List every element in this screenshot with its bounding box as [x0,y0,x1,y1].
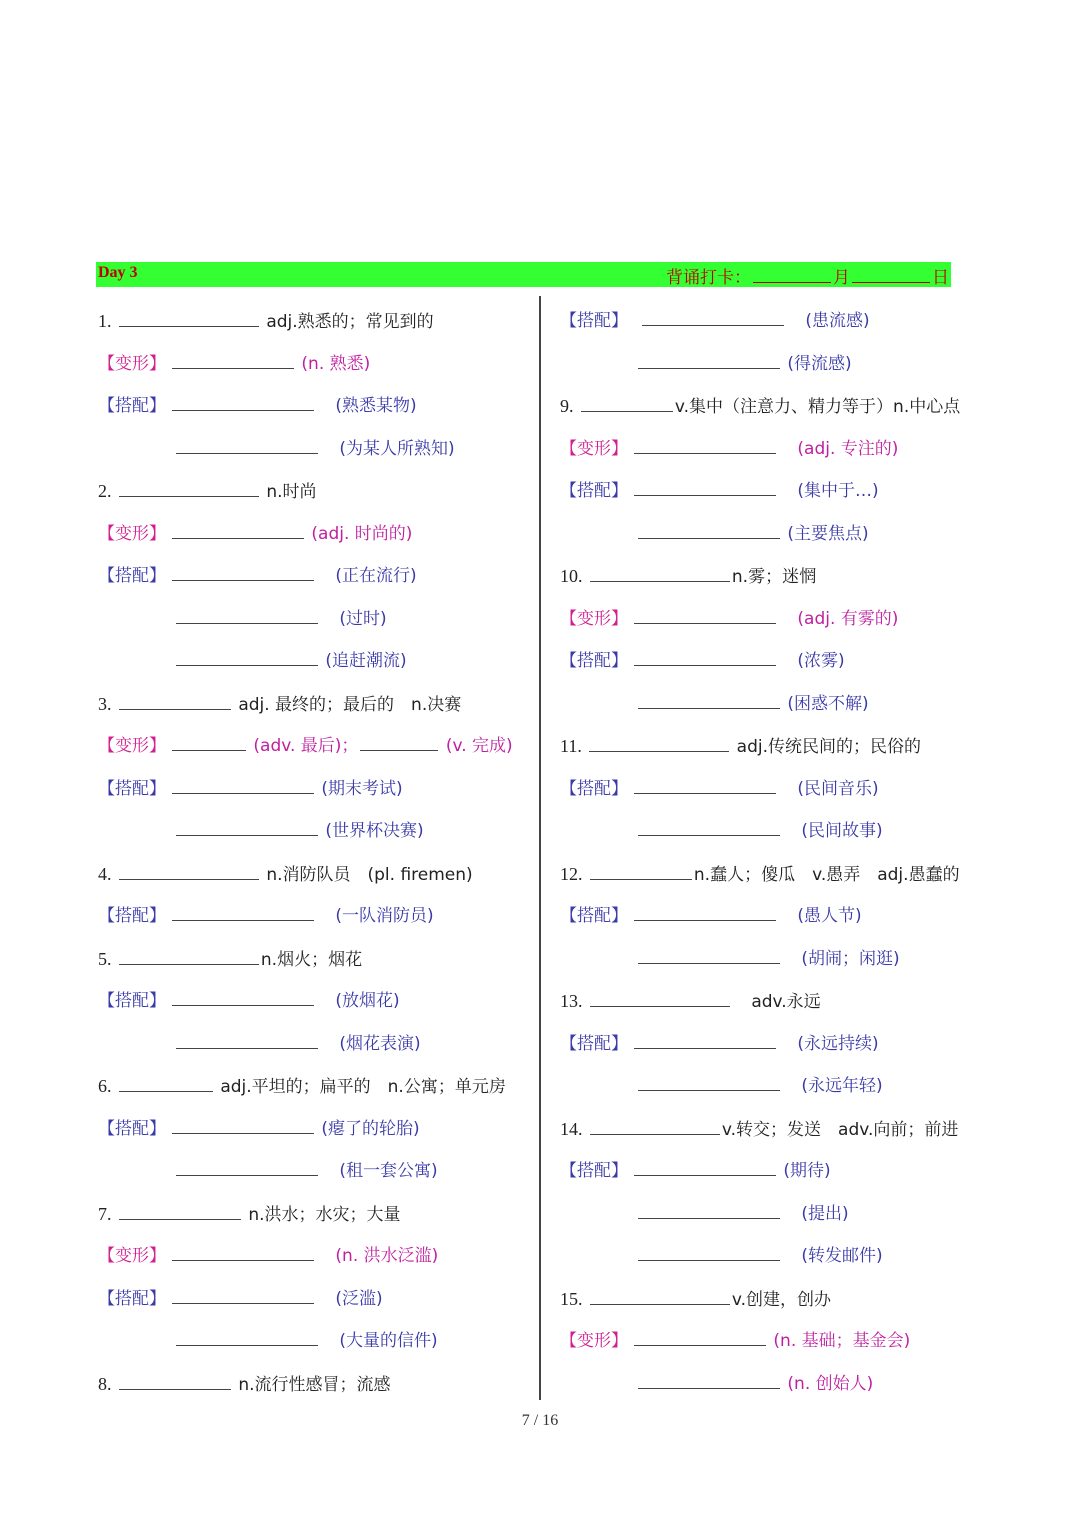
word-entry-6 [98,1065,506,1108]
variant-row [98,1235,438,1278]
definition: n.消防队员 (pl. firemen) [266,864,473,885]
collocation-meaning: (得流感) [787,353,852,374]
collocation-tag: 【搭配】 [560,778,628,799]
definition: n.洪水；水灾；大量 [248,1204,401,1225]
answer-blank[interactable] [638,1374,780,1389]
collocation-meaning: (期待) [783,1161,831,1181]
answer-blank[interactable] [119,312,259,327]
answer-blank[interactable] [172,991,314,1006]
answer-blank[interactable] [119,482,259,497]
answer-blank[interactable] [581,397,673,412]
answer-blank[interactable] [172,906,314,921]
collocation-row [560,1150,831,1193]
answer-blank[interactable] [172,1119,314,1134]
definition: n.蠢人；傻瓜 v.愚弄 adj.愚蠢的 [693,864,960,885]
collocation-meaning: (熟悉某物) [335,396,417,416]
answer-blank[interactable] [119,1375,231,1390]
entry-number: 15. [560,1288,583,1309]
collocation-row [560,1023,879,1066]
collocation-row [98,385,417,428]
entry-number: 5. [98,948,112,969]
collocation-row [636,683,869,726]
collocation-meaning: (一队消防员) [335,906,434,926]
collocation-meaning: (泛滥) [335,1288,383,1309]
answer-blank[interactable] [590,1120,720,1135]
collocation-meaning: (永远年轻) [801,1076,883,1096]
collocation-meaning: (追赶潮流) [325,651,407,671]
collocation-meaning: (困惑不解) [787,693,869,714]
variant-meaning: (adj. 有雾的) [797,608,899,629]
answer-blank[interactable] [642,311,784,326]
answer-blank[interactable] [172,354,294,369]
collocation-row [174,810,424,853]
column-divider [539,296,541,1400]
answer-blank[interactable] [590,567,730,582]
entry-number: 12. [560,863,583,884]
answer-blank[interactable] [176,1034,318,1049]
collocation-row [174,1023,421,1066]
answer-blank[interactable] [638,694,780,709]
answer-blank[interactable] [634,906,776,921]
variant-row [560,1320,910,1363]
collocation-tag: 【搭配】 [98,1118,166,1139]
definition: adj.熟悉的；常见到的 [266,312,434,332]
entry-number: 9. [560,396,574,416]
variant-row [636,1363,873,1406]
word-entry-1 [98,300,434,343]
collocation-meaning: (患流感) [805,311,870,331]
entry-number: 7. [98,1203,112,1224]
entry-number: 2. [98,481,112,501]
entry-number: 10. [560,566,583,586]
collocation-meaning: (租一套公寓) [339,1161,438,1181]
answer-blank[interactable] [634,1034,776,1049]
collocation-row [174,1320,438,1363]
day-header-bar [96,262,951,287]
collocation-row [636,1235,883,1278]
answer-blank[interactable] [119,1077,213,1092]
collocation-meaning: (民间音乐) [797,778,879,799]
answer-blank[interactable] [119,1205,241,1220]
collocation-meaning: (转发邮件) [801,1246,883,1266]
answer-blank[interactable] [172,524,304,539]
day-unit: 日 [932,268,949,288]
definition: v.集中（注意力、精力等于）n.中心点 [674,397,961,417]
collocation-row [560,470,879,513]
variant-tag: 【变形】 [560,1331,628,1351]
collocation-row [636,938,900,981]
checkin-label [666,263,949,288]
answer-blank[interactable] [176,821,318,836]
answer-blank[interactable] [172,566,314,581]
definition: n.烟火；烟花 [260,949,363,970]
collocation-meaning: (胡闹；闲逛) [801,948,900,969]
answer-blank[interactable] [172,396,314,411]
definition: adj.传统民间的；民俗的 [736,737,921,757]
collocation-tag: 【搭配】 [560,906,628,926]
answer-blank[interactable] [590,992,730,1007]
collocation-meaning: (愚人节) [797,906,862,926]
answer-blank[interactable] [176,651,318,666]
variant-meaning: (n. 洪水泛滥) [335,1246,439,1266]
collocation-meaning: (期末考试) [321,778,403,799]
collocation-meaning: (世界杯决赛) [325,821,424,841]
collocation-tag: 【搭配】 [560,311,628,331]
answer-blank[interactable] [638,1246,780,1261]
word-entry-11 [560,725,921,768]
entry-number: 1. [98,311,112,331]
entry-number: 13. [560,991,583,1011]
collocation-row [636,343,852,386]
word-entry-8 [98,1363,391,1406]
word-entry-12 [560,853,960,896]
variant-row [98,513,412,556]
answer-blank[interactable] [590,865,692,880]
day-label: Day 3 [98,264,138,281]
variant-meaning: (adj. 时尚的) [311,523,413,544]
word-entry-3 [98,683,461,726]
collocation-meaning: (民间故事) [801,821,883,841]
checkin-text: 背诵打卡： [666,268,751,288]
answer-blank[interactable] [360,736,438,751]
answer-blank[interactable] [172,1289,314,1304]
word-entry-5 [98,938,362,981]
collocation-row [636,1065,883,1108]
word-entry-10 [560,555,816,598]
answer-blank[interactable] [638,524,780,539]
answer-blank[interactable] [638,354,780,369]
collocation-row [98,555,417,598]
variant-meaning: (n. 熟悉) [301,353,371,374]
collocation-row [174,1150,438,1193]
answer-blank[interactable] [638,821,780,836]
collocation-row [560,640,845,683]
answer-blank[interactable] [590,1290,730,1305]
answer-blank[interactable] [634,481,776,496]
variant-row [560,598,898,641]
collocation-meaning: (永远持续) [797,1033,879,1054]
collocation-row [98,1278,383,1321]
collocation-row [636,810,883,853]
month-unit: 月 [833,268,850,288]
word-entry-2 [98,470,317,513]
collocation-row [560,300,870,343]
answer-blank[interactable] [634,1331,766,1346]
answer-blank[interactable] [638,1204,780,1219]
definition: v.转交；发送 adv.向前；前进 [721,1119,959,1140]
answer-blank[interactable] [589,737,729,752]
collocation-meaning: (瘪了的轮胎) [321,1118,420,1139]
answer-blank[interactable] [638,1076,780,1091]
collocation-row [98,1108,420,1151]
variant-meaning: (v. 完成) [445,736,513,756]
collocation-meaning: (浓雾) [797,651,845,671]
collocation-tag: 【搭配】 [98,1288,166,1309]
collocation-tag: 【搭配】 [98,906,166,926]
collocation-tag: 【搭配】 [560,651,628,671]
definition: adv.永远 [751,992,821,1012]
entry-number: 4. [98,863,112,884]
collocation-tag: 【搭配】 [98,991,166,1011]
answer-blank[interactable] [172,779,314,794]
word-entry-4 [98,853,473,896]
variant-tag: 【变形】 [98,736,166,756]
collocation-meaning: (集中于…) [797,481,879,501]
variant-meaning: (n. 基础；基金会) [773,1331,911,1351]
variant-tag: 【变形】 [98,353,166,374]
entry-number: 11. [560,736,582,756]
answer-blank[interactable] [176,1331,318,1346]
collocation-tag: 【搭配】 [98,396,166,416]
collocation-meaning: (提出) [801,1203,849,1224]
word-entry-7 [98,1193,401,1236]
collocation-meaning: (大量的信件) [339,1331,438,1351]
word-entry-15 [560,1278,831,1321]
word-entry-9 [560,385,960,428]
answer-blank[interactable] [634,609,776,624]
definition: v.创建，创办 [731,1289,832,1310]
month-blank[interactable] [753,268,831,283]
variant-meaning: (adj. 专注的) [797,438,899,459]
entry-number: 3. [98,693,112,714]
collocation-row [98,895,434,938]
definition: n.时尚 [266,482,317,502]
answer-blank[interactable] [176,439,318,454]
day-blank[interactable] [852,268,930,283]
variant-meaning: (adv. 最后)； [253,736,359,756]
collocation-tag: 【搭配】 [560,1033,628,1054]
collocation-meaning: (正在流行) [335,566,417,586]
variant-row [560,428,898,471]
variant-tag: 【变形】 [98,523,166,544]
collocation-row [174,428,455,471]
definition: adj. 最终的；最后的 n.决赛 [238,694,462,715]
collocation-row [560,895,862,938]
collocation-meaning: (放烟花) [335,991,400,1011]
collocation-tag: 【搭配】 [560,1161,628,1181]
answer-blank[interactable] [634,1161,776,1176]
collocation-row [98,768,403,811]
answer-blank[interactable] [638,949,780,964]
word-entry-14 [560,1108,958,1151]
answer-blank[interactable] [176,609,318,624]
word-entry-13 [560,980,821,1023]
collocation-meaning: (过时) [339,608,387,629]
collocation-tag: 【搭配】 [560,481,628,501]
answer-blank[interactable] [176,1161,318,1176]
variant-tag: 【变形】 [98,1246,166,1266]
entry-number: 14. [560,1118,583,1139]
answer-blank[interactable] [119,950,259,965]
answer-blank[interactable] [172,736,246,751]
collocation-meaning: (主要焦点) [787,523,869,544]
variant-row [98,343,370,386]
collocation-tag: 【搭配】 [98,778,166,799]
collocation-row [174,640,407,683]
answer-blank[interactable] [172,1246,314,1261]
collocation-row [636,513,869,556]
collocation-row [174,598,387,641]
variant-row [98,725,513,768]
answer-blank[interactable] [634,651,776,666]
collocation-row [98,980,400,1023]
collocation-tag: 【搭配】 [98,566,166,586]
answer-blank[interactable] [119,695,231,710]
collocation-row [560,768,879,811]
entry-number: 6. [98,1076,112,1096]
entry-number: 8. [98,1373,112,1394]
page-number: 7 / 16 [521,1412,559,1429]
variant-meaning: (n. 创始人) [787,1373,874,1394]
variant-tag: 【变形】 [560,608,628,629]
collocation-row [636,1193,849,1236]
answer-blank[interactable] [634,439,776,454]
definition: n.流行性感冒；流感 [238,1374,391,1395]
collocation-meaning: (烟花表演) [339,1033,421,1054]
collocation-meaning: (为某人所熟知) [339,438,455,459]
definition: n.雾；迷惘 [731,567,817,587]
answer-blank[interactable] [634,779,776,794]
answer-blank[interactable] [119,865,259,880]
variant-tag: 【变形】 [560,438,628,459]
definition: adj.平坦的；扁平的 n.公寓；单元房 [220,1077,506,1097]
